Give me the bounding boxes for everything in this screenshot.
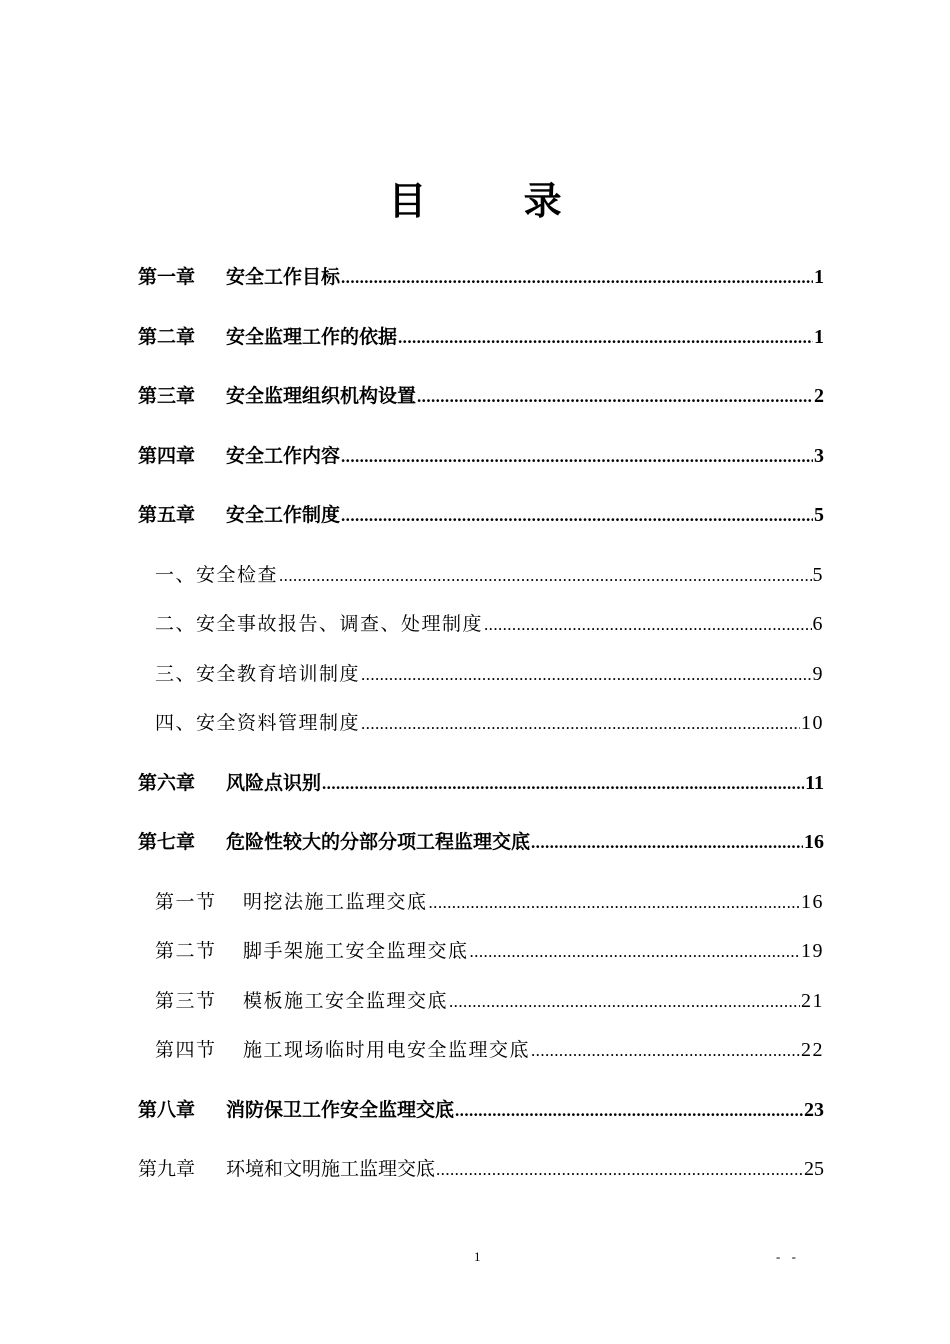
toc-entry-title: 一、安全检查: [155, 564, 279, 586]
toc-leader-dots: [341, 504, 813, 526]
toc-entry-page: 1: [814, 266, 824, 288]
toc-entry-page: 16: [801, 891, 824, 913]
toc-entry-title: 三、安全教育培训制度: [155, 663, 361, 685]
toc-entry-title: 四、安全资料管理制度: [155, 712, 361, 734]
toc-entry[interactable]: [155, 560, 824, 587]
toc-leader-dots: [429, 891, 800, 913]
toc-leader-dots: [341, 445, 813, 467]
toc-entry[interactable]: [138, 381, 824, 408]
toc-entry-page: 22: [801, 1039, 824, 1061]
toc-entry[interactable]: [155, 609, 824, 636]
toc-leader-dots: [449, 990, 800, 1012]
toc-entry-number: 第一节: [155, 891, 217, 913]
toc-entry-number: 第四章: [138, 445, 196, 467]
toc-entry-title: 施工现场临时用电安全监理交底: [243, 1039, 531, 1061]
toc-leader-dots: [361, 712, 800, 734]
toc-entry-title: 安全工作目标: [226, 266, 341, 288]
toc-entry-title: 消防保卫工作安全监理交底: [226, 1099, 455, 1121]
toc-entry[interactable]: [138, 441, 824, 468]
toc-leader-dots: [341, 266, 813, 288]
toc-leader-dots: [470, 940, 800, 962]
toc-leader-dots: [436, 1158, 803, 1180]
toc-entry-page: 16: [804, 831, 824, 853]
toc-entry[interactable]: [155, 936, 824, 963]
toc-entry[interactable]: [138, 322, 824, 349]
toc-entry-title: 环境和文明施工监理交底: [226, 1158, 436, 1180]
toc-entry[interactable]: [138, 262, 824, 289]
toc-leader-dots: [361, 663, 811, 685]
toc-entry-page: 1: [814, 326, 824, 348]
toc-entry[interactable]: [155, 986, 824, 1013]
toc-title: 目 录: [388, 179, 604, 223]
toc-entry[interactable]: [138, 1095, 824, 1122]
toc-entry[interactable]: [138, 500, 824, 527]
toc-entry-number: 第一章: [138, 266, 196, 288]
toc-entry-title: 模板施工安全监理交底: [243, 990, 449, 1012]
toc-entry-page: 5: [814, 504, 824, 526]
toc-entry-number: 第三节: [155, 990, 217, 1012]
toc-entry-number: 第七章: [138, 831, 196, 853]
toc-entry-page: 21: [801, 990, 824, 1012]
toc-entry-number: 第二节: [155, 940, 217, 962]
toc-entry-page: 5: [812, 564, 824, 586]
toc-entry[interactable]: [155, 708, 824, 735]
toc-entry-title: 明挖法施工监理交底: [243, 891, 428, 913]
toc-leader-dots: [531, 831, 803, 853]
toc-leader-dots: [531, 1039, 800, 1061]
toc-entry-number: 第八章: [138, 1099, 196, 1121]
toc-leader-dots: [398, 326, 813, 348]
toc-entry-title: 危险性较大的分部分项工程监理交底: [226, 831, 531, 853]
toc-entry-title: 风险点识别: [226, 772, 322, 794]
toc-entry-page: 9: [812, 663, 824, 685]
toc-entry-page: 25: [804, 1158, 824, 1180]
toc-entry-number: 第五章: [138, 504, 196, 526]
footer-page-number: 1: [474, 1249, 481, 1264]
toc-entry-page: 2: [814, 385, 824, 407]
toc-entry-page: 10: [801, 712, 824, 734]
footer-marker: - -: [776, 1249, 800, 1264]
toc-entry-page: 19: [801, 940, 824, 962]
toc-entry[interactable]: [155, 659, 824, 686]
toc-entry[interactable]: [155, 887, 824, 914]
toc-entry[interactable]: [138, 827, 824, 854]
toc-entry-number: 第三章: [138, 385, 196, 407]
toc-entry-page: 11: [805, 772, 824, 794]
toc-leader-dots: [279, 564, 811, 586]
toc-entry-title: 安全监理工作的依据: [226, 326, 398, 348]
toc-entry-number: 第九章: [138, 1158, 196, 1180]
toc-entry-title: 安全工作制度: [226, 504, 341, 526]
toc-leader-dots: [455, 1099, 803, 1121]
toc-entry-title: 脚手架施工安全监理交底: [243, 940, 469, 962]
toc-entry-number: 第四节: [155, 1039, 217, 1061]
toc-entry[interactable]: [155, 1035, 824, 1062]
toc-entry-page: 6: [812, 613, 824, 635]
toc-entry[interactable]: [138, 1154, 824, 1181]
toc-entry-title: 二、安全事故报告、调查、处理制度: [155, 613, 484, 635]
toc-entry-number: 第六章: [138, 772, 196, 794]
toc-entry-page: 3: [814, 445, 824, 467]
toc-leader-dots: [484, 613, 811, 635]
toc-entry[interactable]: [138, 768, 824, 795]
toc-entry-number: 第二章: [138, 326, 196, 348]
toc-entry-title: 安全监理组织机构设置: [226, 385, 417, 407]
toc-entry-title: 安全工作内容: [226, 445, 341, 467]
toc-entry-page: 23: [804, 1099, 824, 1121]
toc-leader-dots: [322, 772, 804, 794]
toc-leader-dots: [417, 385, 813, 407]
